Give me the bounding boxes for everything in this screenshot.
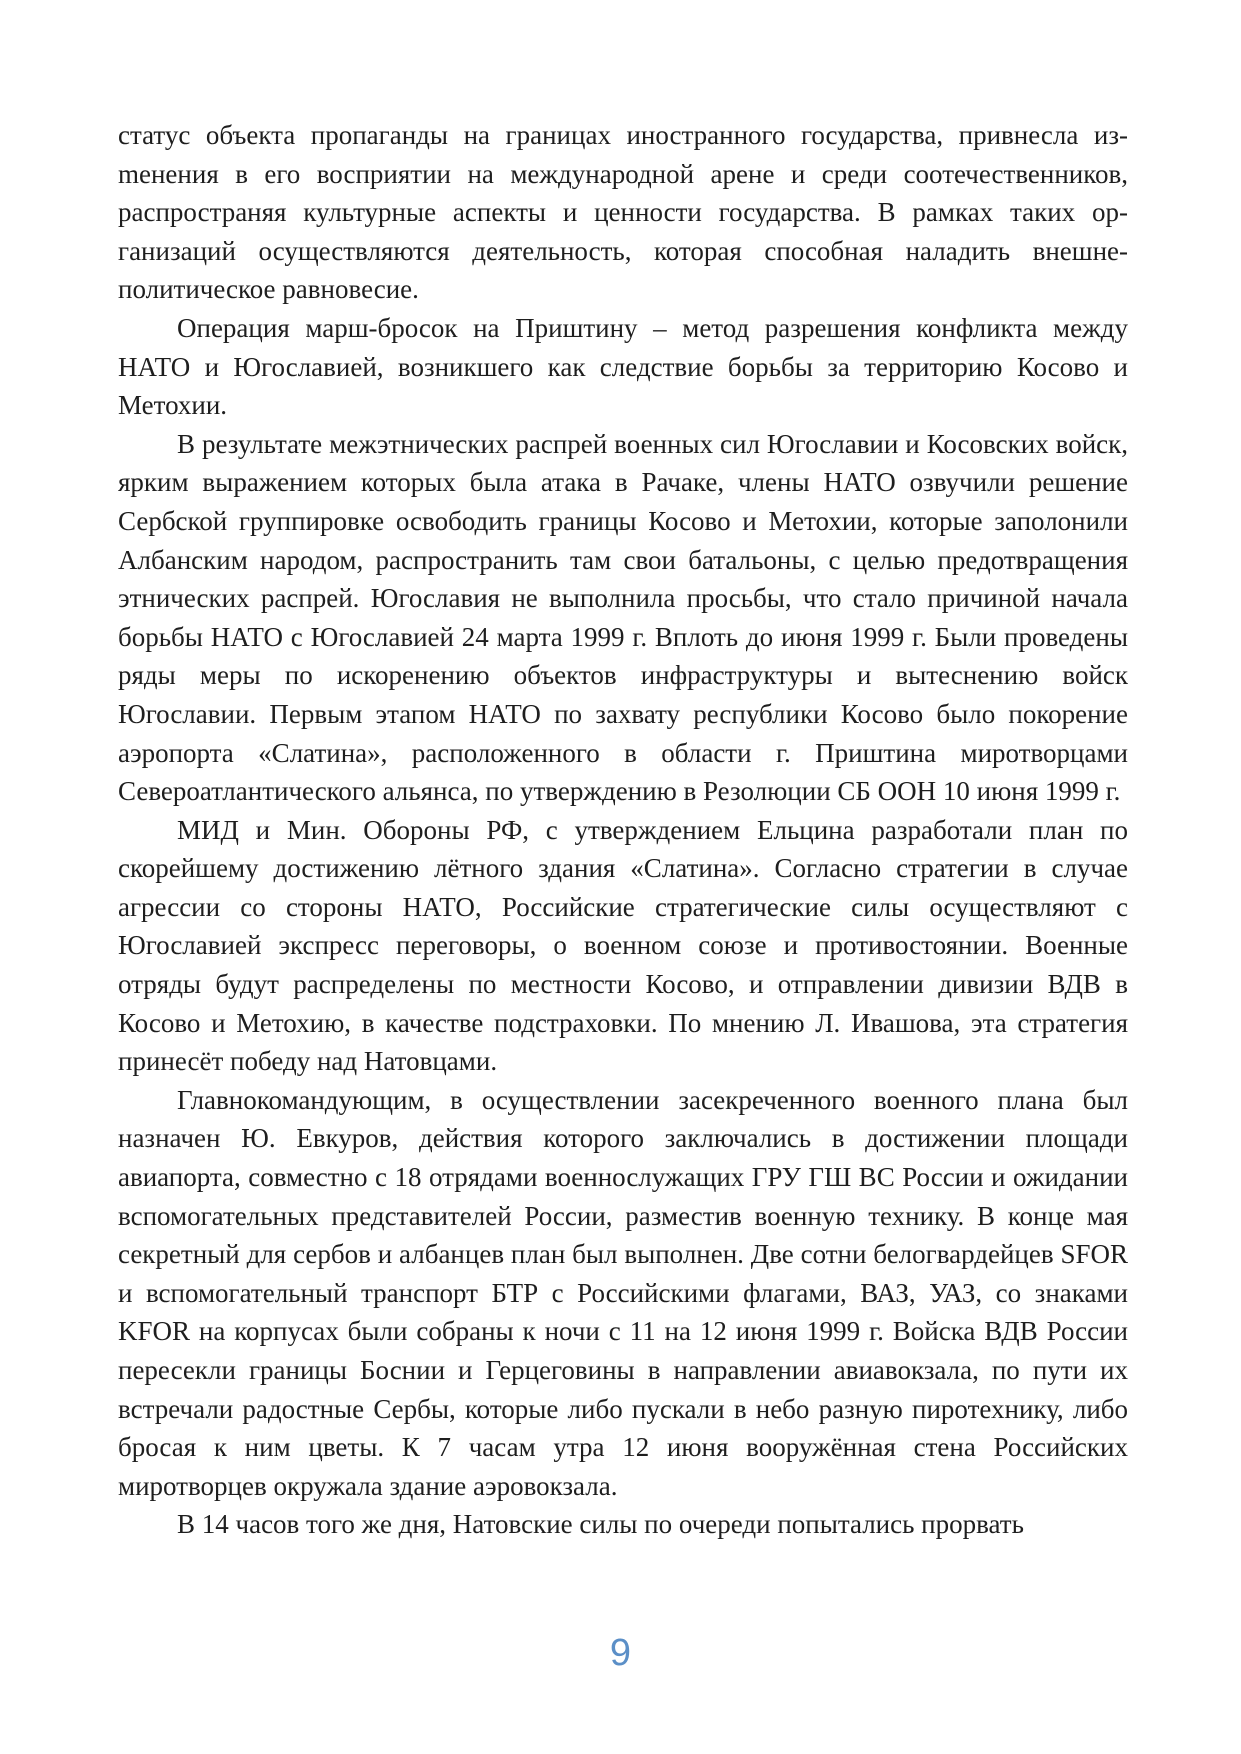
page-body xyxy=(118,116,1128,1544)
paragraph-14-hours: В 14 часов того же дня, Натовские силы по очереди попытались прорвать xyxy=(177,1509,1024,1540)
paragraph-continuation: статус объекта пропаганды на границах иностранного государства, привнесла изmенения в его восприятии на международной арене и среди соотечественников, распространяя культурные аспекты и ценности государства. В рамках таких организаций осуществляются деятельность, которая способная наладить внешнеполитическое равновесие. xyxy=(118,120,1128,305)
paragraph-interethnic-conflict: В результате межэтнических распрей военных сил Югославии и Косовских войск, ярким выражением которых была атака в Рачаке, члены НАТО озвучили решение Сербской группировке освободить границы Косово и Метохии, которые заполонили Албанским народом, распространить там свои батальоны, с целью предотвращения этнических распрей. Югославия не выполнила просьбы, что стало причиной начала борьбы НАТО с Югославией 24 марта 1999 г. Вплоть до июня 1999 г. Были проведены ряды меры по искоренению объектов инфраструктуры и вытеснению войск Югославии. Первым этапом НАТО по захвату республики Косово было покорение аэропорта «Слатина», расположенного в области г. Приштина миротворцами Североатлантического альянса, по утверждению в Резолюции СБ ООН 10 июня 1999 г. xyxy=(118,428,1128,807)
paragraph-mfa-plan: МИД и Мин. Обороны РФ, с утверждением Ельцина разработали план по скорейшему достижению лётного здания «Слатина». Согласно стратегии в случае агрессии со стороны НАТО, Российские стратегические силы осуществляют с Югославией экспресс переговоры, о военном союзе и противостоянии. Военные отряды будут распределены по местности Косово, и отправлении дивизии ВДВ в Косово и Метохию, в качестве подстраховки. По мнению Л. Ивашова, эта стратегия принесёт победу над Натовцами. xyxy=(118,814,1128,1077)
paragraph-commander-in-chief: Главнокомандующим, в осуществлении засекреченного военного плана был назначен Ю. Евкуров, действия которого заключались в достижении площади авиапорта, совместно с 18 отрядами военнослужащих ГРУ ГШ ВС России и ожидании вспомогательных представителей России, разместив военную технику. В конце мая секретный для сербов и албанцев план был выполнен. Две сотни белогвардейцев SFOR и вспомогательный транспорт БТР с Российскими флагами, ВАЗ, УАЗ, со знаками KFOR на корпусах были собраны к ночи с 11 на 12 июня 1999 г. Войска ВДВ России пересекли границы Боснии и Герцеговины в направлении авиавокзала, по пути их встречали радостные Сербы, которые либо пускали в небо разную пиротехнику, либо бросая к ним цветы. К 7 часам утра 12 июня вооружённая стена Российских миротворцев окружала здание аэровокзала. xyxy=(118,1084,1128,1501)
paragraph-operation-pristina: Операция марш-бросок на Приштину – метод разрешения конфликта между НАТО и Югославией, возникшего как следствие борьбы за территорию Косово и Метохии. xyxy=(118,312,1128,421)
page-number: 9 xyxy=(609,1632,632,1674)
